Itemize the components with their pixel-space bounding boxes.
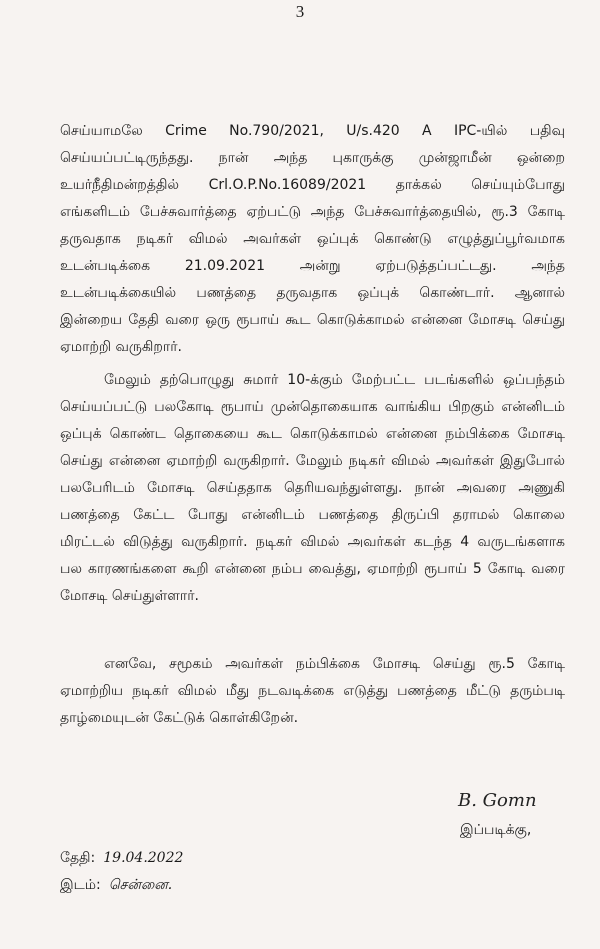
text-line: செய்யப்பட்டிருந்தது. நான் அந்த புகாருக்கு முன்ஜாமீன் ஒன்றை (60, 150, 565, 166)
text-line: உடன்படிக்கையில் பணத்தை தருவதாக ஒப்புக் கொண்டார். ஆனால் (60, 285, 565, 301)
text-line: மிரட்டல் விடுத்து வருகிறார். நடிகர் விமல் அவர்கள் கடந்த 4 வருடங்களாக (60, 534, 565, 550)
place-label: இடம்: (60, 877, 101, 893)
text-line: உடன்படிக்கை 21.09.2021 அன்று ஏற்படுத்தப்பட்டது. அந்த (60, 258, 565, 274)
text-line: செய்யப்பட்டு பலகோடி ரூபாய் முன்தொகையாக வாங்கிய பிறகும் என்னிடம் (60, 399, 565, 415)
paragraph-3 (60, 651, 565, 732)
place-row (60, 877, 172, 895)
text-line: மேலும் தற்பொழுது சுமார் 10-க்கும் மேற்பட்ட படங்களில் ஒப்பந்தம் (104, 372, 565, 388)
text-line: எனவே, சமூகம் அவர்கள் நம்பிக்கை மோசடி செய்து ரூ.5 கோடி (104, 656, 565, 672)
page-number: 3 (295, 2, 305, 21)
date-label: தேதி: (60, 850, 96, 866)
text-line: செய்யாமலே Crime No.790/2021, U/s.420 A IPC-யில் பதிவு (60, 123, 565, 139)
date-row (60, 850, 183, 868)
closing-text: இப்படிக்கு, (460, 822, 532, 838)
text-line: ஏமாற்றிய நடிகர் விமல் மீது நடவடிக்கை எடுத்து பணத்தை மீட்டு தரும்படி (60, 683, 565, 699)
text-line: ஏமாற்றி வருகிறார். (60, 339, 182, 355)
paragraph-2 (60, 367, 565, 610)
text-line: எங்களிடம் பேச்சுவார்த்தை ஏற்பட்டு அந்த பேச்சுவார்த்தையில், ரூ.3 கோடி (60, 204, 565, 220)
place-value: சென்னை. (108, 877, 173, 893)
text-line: பணத்தை கேட்ட போது என்னிடம் பணத்தை திருப்பி தராமல் கொலை (60, 507, 565, 523)
date-value: 19.04.2022 (103, 850, 184, 866)
text-line: ஒப்புக் கொண்ட தொகையை கூட கொடுக்காமல் என்னை நம்பிக்கை மோசடி (60, 426, 565, 442)
text-line: செய்து என்னை ஏமாற்றி வருகிறார். மேலும் நடிகர் விமல் அவர்கள் இதுபோல் (60, 453, 565, 469)
text-line: பலபேரிடம் மோசடி செய்ததாக தெரியவந்துள்ளது. நான் அவரை அணுகி (60, 480, 565, 496)
text-line: மோசடி செய்துள்ளார். (60, 588, 200, 604)
paragraph-1 (60, 118, 565, 361)
text-line: தருவதாக நடிகர் விமல் அவர்கள் ஒப்புக் கொண்டு எழுத்துப்பூர்வமாக (60, 231, 565, 247)
text-line: தாழ்மையுடன் கேட்டுக் கொள்கிறேன். (60, 710, 299, 726)
text-line: உயர்நீதிமன்றத்தில் Crl.O.P.No.16089/2021 தாக்கல் செய்யும்போது (60, 177, 565, 193)
text-line: இன்றைய தேதி வரை ஒரு ரூபாய் கூட கொடுக்காமல் என்னை மோசடி செய்து (60, 312, 565, 328)
signature: B. Gomn (458, 790, 537, 811)
text-line: பல காரணங்களை கூறி என்னை நம்ப வைத்து, ஏமாற்றி ரூபாய் 5 கோடி வரை (60, 561, 565, 577)
